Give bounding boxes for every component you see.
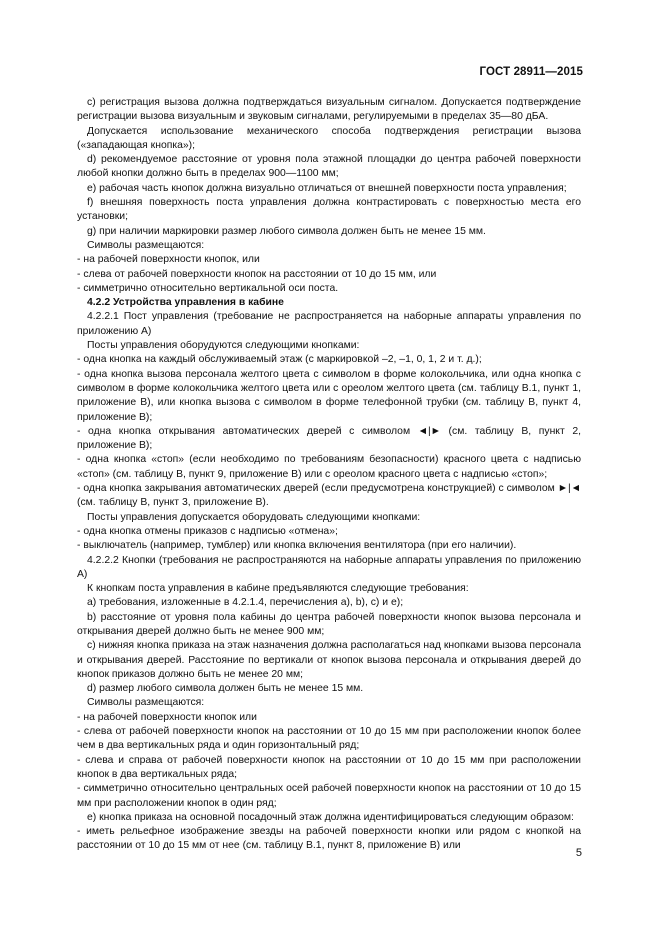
paragraph-e: e) рабочая часть кнопок должна визуально отличаться от внешней поверхности поста управления; xyxy=(87,182,567,194)
document-code-header: ГОСТ 28911—2015 xyxy=(479,66,583,78)
paragraph-c: c) регистрация вызова должна подтверждаться визуальным сигналом. Допускается подтверждение регистрации вызова визуальным и звуковым сигналами, регулируемыми в пределах 35—80 дБА. xyxy=(77,97,581,123)
paragraph-requirements: К кнопкам поста управления в кабине предъявляются следующие требования: xyxy=(87,583,469,595)
paragraph-d2: d) размер любого символа должен быть не менее 15 мм. xyxy=(87,683,364,695)
list-item: - одна кнопка открывания автоматических дверей с символом ◄|► (см. таблицу В, пункт 2, приложение В); xyxy=(77,425,581,452)
paragraph-g: g) при наличии маркировки размер любого символа должен быть не менее 15 мм. xyxy=(87,225,486,237)
list-item: - слева и справа от рабочей поверхности кнопок на расстоянии от 10 до 15 мм при расположении кнопок в два вертикальных ряда; xyxy=(77,754,581,780)
list-item: - симметрично относительно вертикальной оси поста. xyxy=(77,282,339,294)
list-item: - одна кнопка «стоп» (если необходимо по требованиям безопасности) красного цвета с надписью «стоп» (см. таблицу В, пункт 9, приложение В) или с ореолом красного цвета с надписью «стоп»; xyxy=(77,454,581,480)
paragraph-symbols: Символы размещаются: xyxy=(87,239,205,251)
paragraph-d: d) рекомендуемое расстояние от уровня пола этажной площадки до центра рабочей поверхности любой кнопки должно быть в пределах 900—1100 мм; xyxy=(77,154,581,180)
list-item: - одна кнопка закрывания автоматических дверей (если предусмотрена конструкцией) с символом ►|◄ (см. таблицу В, пункт 3, приложение В). xyxy=(77,483,581,509)
list-item: - одна кнопка вызова персонала желтого цвета с символом в форме колокольчика, или одна кнопка с символом в форме колокольчика желтого цвета или с ореолом желтого цвета (см. таблицу В.1, пункт 1, приложение В), или кнопка вызова с символом в форме телефонной трубки (см. таблицу В, пункт 4, приложение В); xyxy=(77,368,581,423)
section-heading-4-2-2: 4.2.2 Устройства управления в кабине xyxy=(87,297,284,309)
page-number: 5 xyxy=(575,847,582,859)
body-text xyxy=(77,96,581,854)
list-item: - выключатель (например, тумблер) или кнопка включения вентилятора (при его наличии). xyxy=(77,540,517,552)
paragraph-equip: Посты управления оборудуются следующими кнопками: xyxy=(87,340,360,352)
paragraph-symbols2: Символы размещаются: xyxy=(87,697,205,709)
list-item: - одна кнопка отмены приказов с надписью «отмена»; xyxy=(77,525,338,537)
list-item: - на рабочей поверхности кнопок или xyxy=(77,711,257,723)
paragraph-c2: c) нижняя кнопка приказа на этаж назначения должна располагаться над кнопками вызова персонала и открывания дверей. Расстояние по вертикали от кнопок вызова персонала и открывания дверей до кнопок приказов должно быть не менее 20 мм; xyxy=(77,640,582,680)
list-item: - слева от рабочей поверхности кнопок на расстоянии от 10 до 15 мм при расположении кнопок более чем в два вертикальных ряда и один горизонтальный ряд; xyxy=(77,726,581,752)
list-item: - на рабочей поверхности кнопок, или xyxy=(77,254,260,266)
paragraph-optional: Посты управления допускается оборудовать следующими кнопками: xyxy=(87,511,421,523)
list-item: - симметрично относительно центральных осей рабочей поверхности кнопок на расстоянии от 10 до 15 мм при расположении кнопок в один ряд; xyxy=(77,783,581,809)
paragraph-b: b) расстояние от уровня пола кабины до центра рабочей поверхности кнопок вызова персонала и открывания дверей должно быть не менее 900 мм; xyxy=(77,611,581,637)
list-item: - одна кнопка на каждый обслуживаемый этаж (с маркировкой –2, –1, 0, 1, 2 и т. д.); xyxy=(77,354,482,366)
list-item: - слева от рабочей поверхности кнопок на расстоянии от 10 до 15 мм, или xyxy=(77,268,437,280)
paragraph-4-2-2-2: 4.2.2.2 Кнопки (требования не распространяются на наборные аппараты управления по приложению А) xyxy=(77,554,581,580)
paragraph-e2: e) кнопка приказа на основной посадочный этаж должна идентифицироваться следующим образом: xyxy=(87,811,574,823)
list-item: - иметь рельефное изображение звезды на рабочей поверхности кнопки или рядом с кнопкой на расстоянии от 10 до 15 мм от нее (см. таблицу В.1, пункт 8, приложение В) или xyxy=(77,826,581,852)
paragraph-mechanical: Допускается использование механического способа подтверждения регистрации вызова («западающая кнопка»); xyxy=(77,125,581,151)
paragraph-f: f) внешняя поверхность поста управления должна контрастировать с поверхностью места его установки; xyxy=(77,197,581,223)
paragraph-a: a) требования, изложенные в 4.2.1.4, перечисления a), b), c) и e); xyxy=(87,597,404,609)
paragraph-4-2-2-1: 4.2.2.1 Пост управления (требование не распространяется на наборные аппараты управления по приложению А) xyxy=(77,311,581,337)
